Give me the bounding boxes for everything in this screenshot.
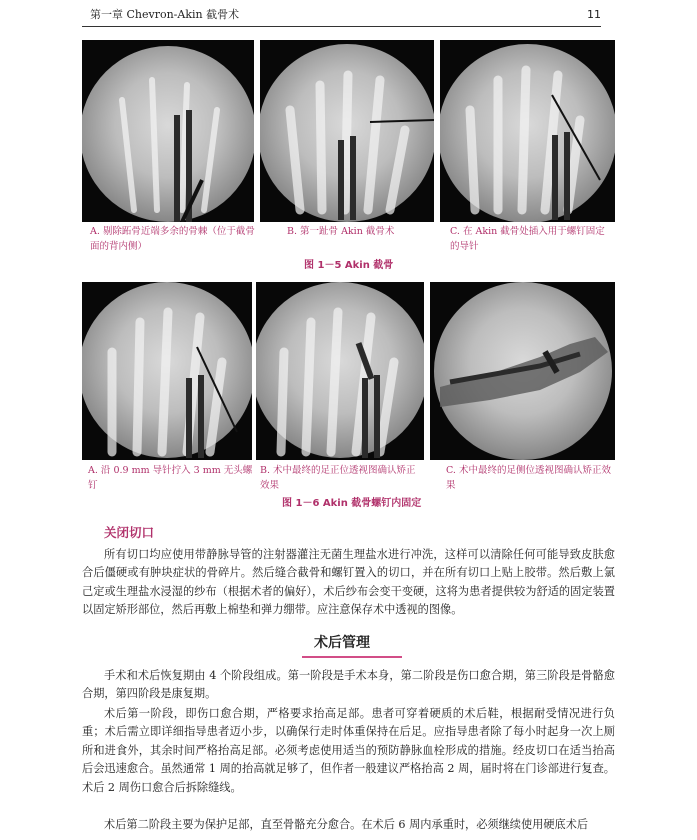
caption-text: 第一趾骨 Akin 截骨术: [300, 226, 395, 237]
figure-1-5-image-c: [440, 40, 615, 222]
caption-label: B.: [260, 465, 271, 476]
figure-1-6-caption-a: [88, 463, 253, 493]
figure-1-6-caption-b: [260, 463, 422, 493]
section-heading-closing: 关闭切口: [104, 525, 155, 540]
heading-underline: [302, 656, 402, 658]
figure-1-5-caption-b: [287, 224, 437, 239]
postop-paragraph-2: 术后第一阶段，即伤口愈合期，严格要求抬高足部。患者可穿着硬质的术后鞋，根据耐受情况进行负重；术后需立即详细指导患者迈小步，以确保行走时体重保持在后足。应指导患者除了每小时起身一次上厕所和进食外，其余时间严格抬高足部。必须考虑使用适当的预防静脉血栓形成的措施。经皮切口在适当抬高后会迅速愈合。虽然通常 1 周的抬高就足够了，但作者一般建议严格抬高 2 周，届时将在门诊部进行复查。术后 2 周伤口愈合后拆除缝线。: [82, 707, 615, 794]
figure-1-5-caption-a: [90, 224, 256, 254]
figure-1-6-image-c: [430, 282, 615, 460]
figure-1-5-title: 图 1－5 Akin 截骨: [304, 260, 394, 271]
figure-1-6-title: 图 1－6 Akin 截骨螺钉内固定: [282, 498, 422, 509]
caption-text: 术中最终的足侧位透视图确认矫正效果: [446, 465, 611, 491]
section-heading-postop-wrap: [302, 630, 402, 656]
running-header: [82, 4, 601, 27]
caption-text: 在 Akin 截骨处插入用于螺钉固定的导针: [450, 226, 605, 252]
page-number: 11: [587, 8, 601, 21]
caption-label: C.: [450, 226, 460, 237]
postop-paragraph-1: 手术和术后恢复期由 4 个阶段组成。第一阶段是手术本身，第二阶段是伤口愈合期，第三阶段是骨骼愈合期，第四阶段是康复期。: [82, 669, 615, 701]
figure-1-5-image-a: [82, 40, 254, 222]
figure-1-6-image-a: [82, 282, 252, 460]
caption-label: C.: [446, 465, 456, 476]
caption-label: A.: [88, 465, 98, 476]
figure-1-6-image-b: [256, 282, 424, 460]
figure-1-5-image-b: [260, 40, 434, 222]
caption-label: B.: [287, 226, 298, 237]
chapter-title: 第一章 Chevron-Akin 截骨术: [90, 8, 240, 21]
figure-1-6-caption-c: [446, 463, 614, 493]
postop-paragraph-3: 术后第二阶段主要为保护足部，直至骨骼充分愈合。在术后 6 周内承重时，必须继续使用硬底术后: [104, 818, 589, 831]
caption-label: A.: [90, 226, 100, 237]
section-heading-postop: 术后管理: [314, 635, 370, 651]
closing-paragraph: 所有切口均应使用带静脉导管的注射器灌注无菌生理盐水进行冲洗，这样可以清除任何可能导致皮肤愈合后僵硬或有肿块症状的骨碎片。然后缝合截骨和螺钉置入的切口，并在所有切口上贴上胶带。然后敷上氯己定或生理盐水浸湿的纱布（根据术者的偏好），术后纱布会变干变硬，这将为患者提供较为舒适的固定装置以固定矫形部位，然后再敷上棉垫和弹力绷带。应注意保存术中透视的图像。: [82, 548, 615, 617]
caption-text: 沿 0.9 mm 导针拧入 3 mm 无头螺钉: [88, 465, 253, 491]
caption-text: 剔除跖骨近端多余的骨棘（位于截骨面的背内侧）: [90, 226, 255, 252]
figure-1-5-caption-c: [450, 224, 614, 254]
caption-text: 术中最终的足正位透视图确认矫正效果: [260, 465, 416, 491]
